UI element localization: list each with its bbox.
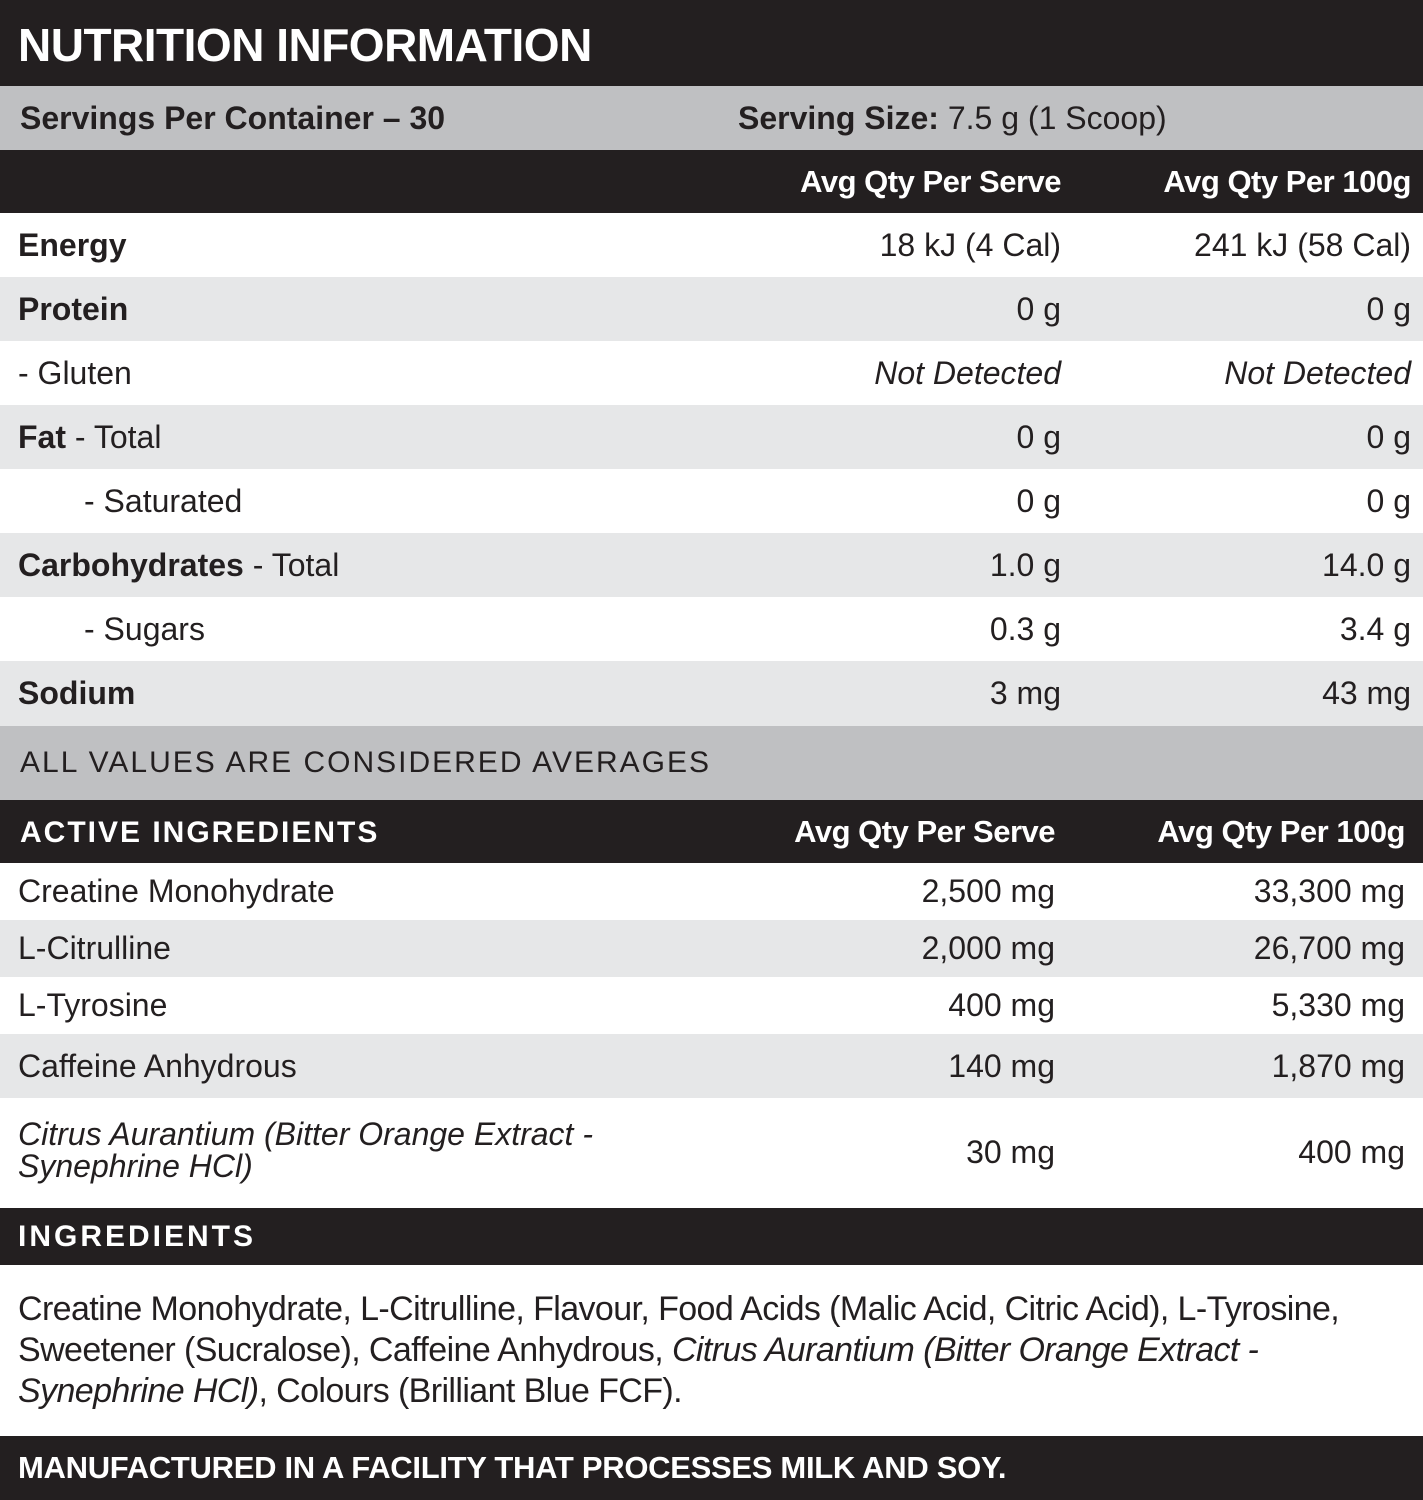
serving-size: [738, 100, 1167, 137]
row-label: - Sugars: [84, 611, 205, 647]
active-col-per-serve: Avg Qty Per Serve: [794, 814, 1055, 849]
per-serve-value: 2,000 mg: [921, 930, 1055, 966]
nutrition-row-fat-saturated: [0, 469, 1423, 533]
per-serve-value: 30 mg: [966, 1134, 1055, 1170]
row-label: - Saturated: [84, 483, 243, 519]
active-ingredients-header: [0, 800, 1423, 863]
per-100g-value: 43 mg: [1322, 675, 1411, 711]
per-100g-value: 400 mg: [1298, 1134, 1405, 1170]
nutrition-row-sodium: [0, 661, 1423, 726]
ingredients-heading: INGREDIENTS: [18, 1220, 257, 1253]
per-serve-value: 0 g: [1016, 483, 1061, 519]
page-title: NUTRITION INFORMATION: [18, 19, 592, 71]
ingredients-list-italic: Citrus Aurantium (Bitter Orange Extract - Synephrine HCl): [18, 1331, 1259, 1410]
per-serve-value: 1.0 g: [989, 547, 1061, 583]
active-ingredients-heading: ACTIVE INGREDIENTS: [20, 816, 380, 849]
nutrition-row-protein: [0, 277, 1423, 341]
ingredient-name: L-Tyrosine: [18, 987, 168, 1023]
row-label: Fat - Total: [18, 419, 162, 455]
per-serve-value: 140 mg: [948, 1048, 1055, 1084]
per-100g-value: 26,700 mg: [1253, 930, 1405, 966]
serving-size-value: 7.5 g (1 Scoop): [938, 100, 1167, 136]
averages-note-bar: [0, 726, 1423, 800]
nutrition-row-carbohydrates: [0, 533, 1423, 597]
averages-note: ALL VALUES ARE CONSIDERED AVERAGES: [20, 746, 711, 779]
ingredient-name: Citrus Aurantium (Bitter Orange Extract - Synephrine HCl): [18, 1116, 593, 1184]
active-row-caffeine: [0, 1034, 1423, 1098]
per-100g-value: 241 kJ (58 Cal): [1194, 227, 1411, 263]
per-100g-value: 3.4 g: [1339, 611, 1411, 647]
ingredients-list: Creatine Monohydrate, L-Citrulline, Flavour, Food Acids (Malic Acid, Citric Acid), L-Tyrosine, Sweetener (Sucralose), Caffeine Anhydrous, Citrus Aurantium (Bitter Orange Extract - Synephrine HCl), Colours (Brilliant Blue FCF).: [18, 1290, 1340, 1410]
ingredient-name: Caffeine Anhydrous: [18, 1048, 297, 1084]
servings-bar: [0, 86, 1423, 150]
nutrition-col-per-serve: Avg Qty Per Serve: [800, 164, 1061, 199]
ingredient-name: Creatine Monohydrate: [18, 873, 335, 909]
per-serve-value: 0 g: [1016, 419, 1061, 455]
serving-size-label: Serving Size:: [738, 100, 939, 136]
per-100g-value: 5,330 mg: [1271, 987, 1405, 1023]
row-label: Carbohydrates - Total: [18, 547, 340, 583]
per-100g-value: 0 g: [1366, 419, 1411, 455]
active-col-per-100g: Avg Qty Per 100g: [1157, 814, 1405, 849]
active-row-citrus-aurantium: [0, 1098, 1423, 1206]
per-serve-value: 18 kJ (4 Cal): [879, 227, 1061, 263]
allergen-bar: [0, 1436, 1423, 1500]
per-serve-value: 0 g: [1016, 291, 1061, 327]
active-row-citrulline: [0, 920, 1423, 977]
per-100g-value: 1,870 mg: [1271, 1048, 1405, 1084]
row-label: - Gluten: [18, 355, 132, 391]
per-100g-value: Not Detected: [1224, 355, 1411, 391]
row-label: Protein: [18, 291, 129, 327]
title-bar: [0, 0, 1423, 86]
nutrition-row-fat-total: [0, 405, 1423, 469]
allergen-note: MANUFACTURED IN A FACILITY THAT PROCESSES MILK AND SOY.: [18, 1450, 1007, 1485]
active-row-tyrosine: [0, 977, 1423, 1034]
per-100g-value: 33,300 mg: [1253, 873, 1405, 909]
nutrition-header: [0, 150, 1423, 213]
per-serve-value: 400 mg: [948, 987, 1055, 1023]
per-100g-value: 0 g: [1366, 291, 1411, 327]
per-100g-value: 0 g: [1366, 483, 1411, 519]
ingredient-name: L-Citrulline: [18, 930, 171, 966]
nutrition-row-gluten: [0, 341, 1423, 405]
ingredients-body: [0, 1265, 1423, 1435]
per-serve-value: 2,500 mg: [921, 873, 1055, 909]
per-100g-value: 14.0 g: [1322, 547, 1411, 583]
row-label: Energy: [18, 227, 127, 263]
per-serve-value: 0.3 g: [989, 611, 1061, 647]
per-serve-value: Not Detected: [874, 355, 1061, 391]
servings-per-container: Servings Per Container – 30: [20, 100, 446, 136]
per-serve-value: 3 mg: [989, 675, 1061, 711]
active-row-creatine: [0, 863, 1423, 920]
row-label: Sodium: [18, 675, 136, 711]
ingredients-header: [0, 1208, 1423, 1265]
nutrition-row-sugars: [0, 597, 1423, 661]
nutrition-row-energy: [0, 213, 1423, 277]
nutrition-col-per-100g: Avg Qty Per 100g: [1163, 164, 1411, 199]
